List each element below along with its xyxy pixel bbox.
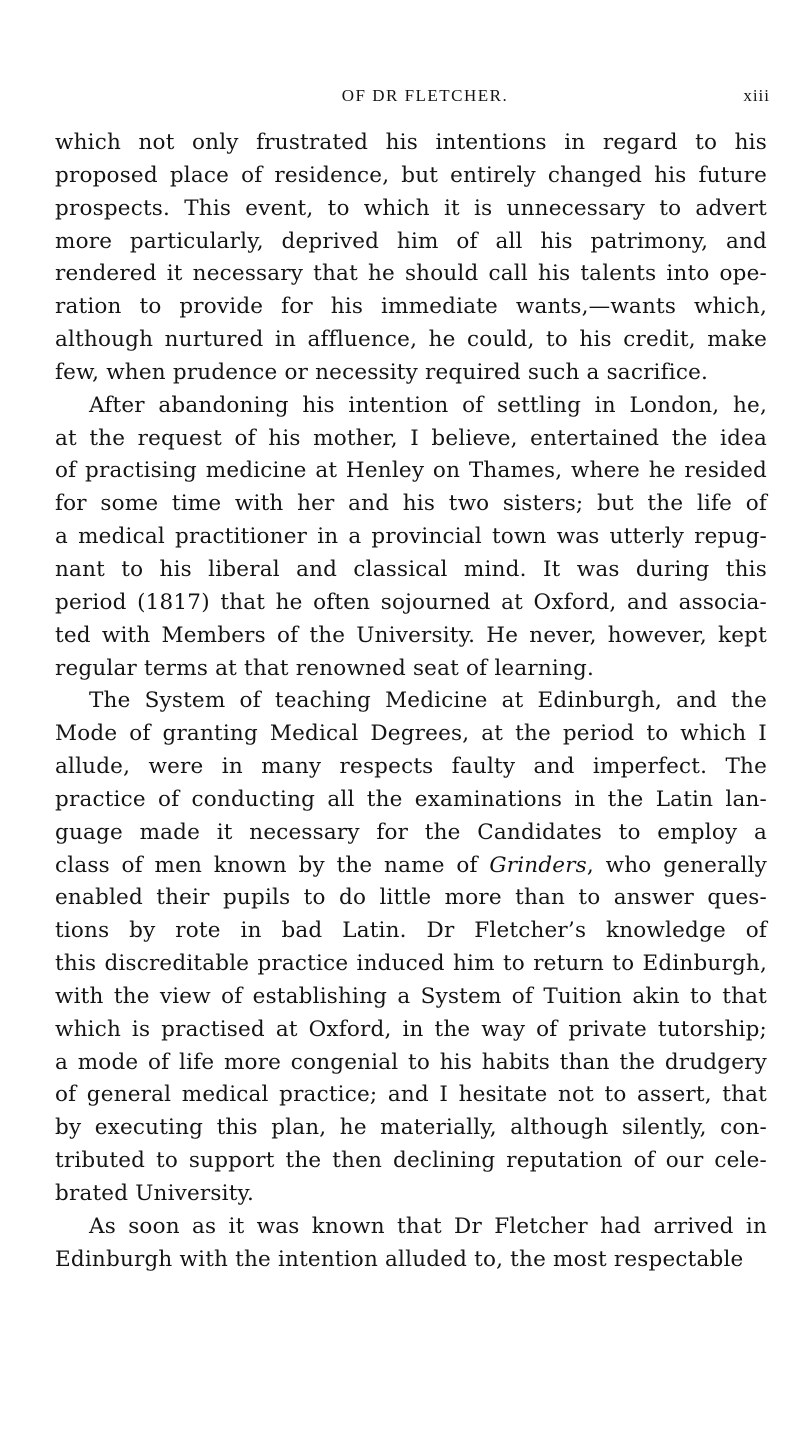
text-line-segment: , who generally bbox=[586, 852, 768, 878]
text-line: with the view of establishing a System of Tuition akin to that bbox=[55, 983, 767, 1009]
text-line: As soon as it was known that Dr Fletcher had arrived in bbox=[89, 1213, 767, 1239]
text-line: ted with Members of the University. He never, however, kept bbox=[55, 622, 767, 648]
text-line: tributed to support the then declining reputation of our cele- bbox=[55, 1148, 767, 1174]
text-line: proposed place of residence, but entirely changed his future bbox=[55, 162, 767, 188]
body-text bbox=[55, 127, 767, 1277]
text-line: enabled their pupils to do little more than to answer ques- bbox=[55, 885, 767, 911]
text-line: nant to his liberal and classical mind. It was during this bbox=[55, 556, 767, 582]
text-line: practice of conducting all the examinations in the Latin lan- bbox=[55, 786, 767, 812]
text-line: at the request of his mother, I believe, entertained the idea bbox=[55, 425, 767, 451]
text-line: of practising medicine at Henley on Thames, where he resided bbox=[55, 458, 767, 484]
text-line: which is practised at Oxford, in the way of private tutorship; bbox=[55, 1016, 767, 1042]
text-line: a mode of life more congenial to his habits than the drudgery bbox=[55, 1049, 767, 1075]
running-head: OF DR FLETCHER. bbox=[341, 86, 509, 105]
text-line: for some time with her and his two sisters; but the life of bbox=[55, 491, 767, 517]
text-line: allude, were in many respects faulty and imperfect. The bbox=[55, 754, 767, 780]
text-line: guage made it necessary for the Candidates to employ a bbox=[55, 819, 767, 845]
text-line-segment: class of men known by the name of bbox=[55, 852, 478, 878]
italic-term-grinders: Grinders bbox=[489, 852, 587, 878]
text-line: although nurtured in affluence, he could, to his credit, make bbox=[55, 327, 767, 353]
text-line: After abandoning his intention of settling in London, he, bbox=[89, 392, 767, 418]
text-line: of general medical practice; and I hesitate not to assert, that bbox=[55, 1082, 767, 1108]
text-line: by executing this plan, he materially, although silently, con- bbox=[55, 1115, 767, 1141]
text-line: a medical practitioner in a provincial town was utterly repug- bbox=[55, 524, 767, 550]
page-header bbox=[80, 86, 770, 110]
text-line: brated University. bbox=[55, 1181, 255, 1206]
text-line: Mode of granting Medical Degrees, at the period to which I bbox=[55, 721, 767, 747]
text-line: this discreditable practice induced him to return to Edinburgh, bbox=[55, 951, 767, 977]
text-line: more particularly, deprived him of all his patrimony, and bbox=[55, 228, 767, 254]
text-line: The System of teaching Medicine at Edinburgh, and the bbox=[89, 688, 767, 714]
text-line: tions by rote in bad Latin. Dr Fletcher’s knowledge of bbox=[55, 918, 767, 944]
page-number: xiii bbox=[743, 86, 770, 105]
text-line: regular terms at that renowned seat of learning. bbox=[55, 655, 594, 681]
text-line: Edinburgh with the intention alluded to, the most respectable bbox=[55, 1246, 744, 1272]
text-line: ration to provide for his immediate wants,—wants which, bbox=[55, 294, 767, 320]
text-line: prospects. This event, to which it is unnecessary to advert bbox=[55, 195, 767, 221]
text-line bbox=[55, 850, 767, 883]
text-line: period (1817) that he often sojourned at Oxford, and associa- bbox=[55, 589, 767, 615]
text-line: few, when prudence or necessity required such a sacrifice. bbox=[55, 359, 709, 385]
text-line: rendered it necessary that he should call his talents into ope- bbox=[55, 261, 767, 287]
text-line: which not only frustrated his intentions in regard to his bbox=[55, 130, 767, 155]
